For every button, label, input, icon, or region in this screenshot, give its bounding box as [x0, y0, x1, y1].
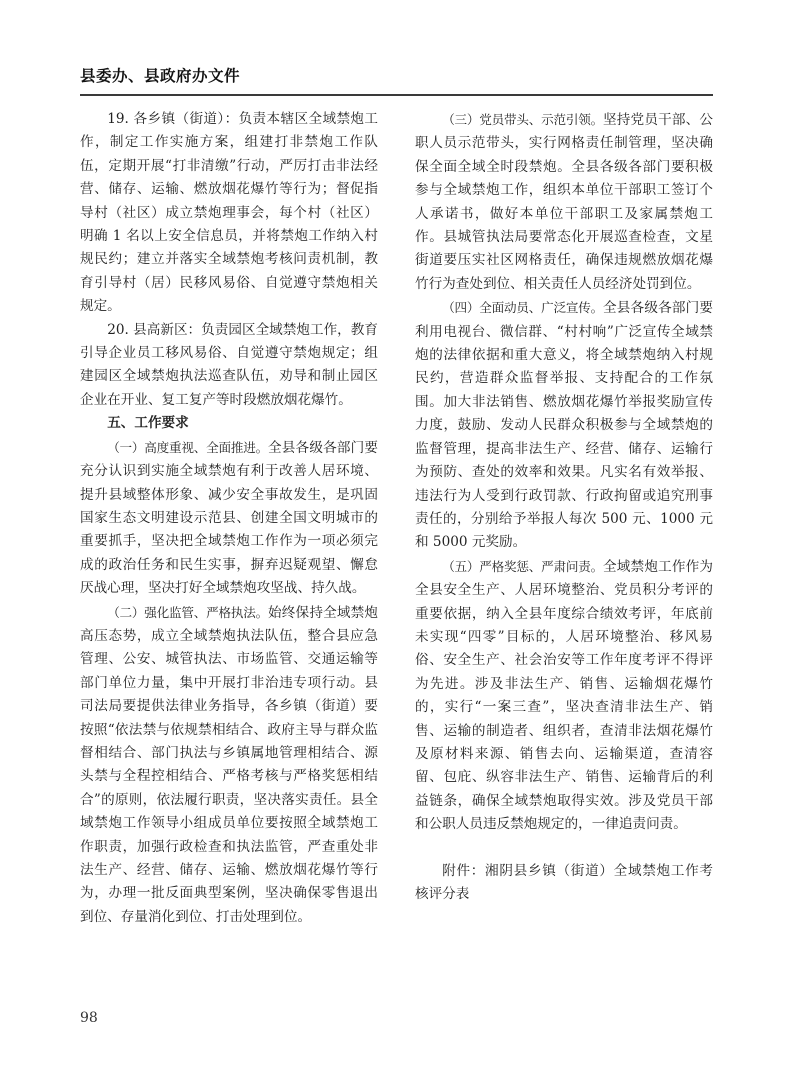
item-19-paragraph: 19. 各乡镇（街道）：负责本辖区全域禁炮工作，制定工作实施方案，组建打非禁炮工作队伍，定期开展“打非清缴”行动，严厉打击非法经营、储存、运输、燃放烟花爆竹等行为；督促指导村（社区）成立禁炮理事会，每个村（社区）明确 1 名以上安全信息员，并将禁炮工作纳入村规民约；建立并落实全域禁炮考核问责机制，教育引导村（居）民移风易俗、自觉遵守禁炮相关规定。 [80, 111, 378, 315]
section-5-heading: 五、工作要求 [107, 415, 189, 432]
requirement-4-body: 全县各级各部门要利用电视台、微信群、“村村响”广泛宣传全域禁炮的法律依据和重大意义，将全域禁炮纳入村规民约，营造群众监督举报、支持配合的工作氛围。加大非法销售、燃放烟花爆竹举报奖励宣传力度，鼓励、发动人民群众积极参与全域禁炮的监督管理，提高非法生产、经营、储存、运输行为预防、查处的效率和效果。凡实名有效举报、违法行为人受到行政罚款、行政拘留或追究刑事责任的，分别给予举报人每次 500 元、1000 元和 5000 元奖励。 [415, 300, 714, 551]
requirement-1-paragraph [80, 436, 378, 601]
requirement-3-paragraph [415, 108, 713, 296]
requirement-2-paragraph [80, 601, 378, 930]
header-divider [80, 94, 713, 96]
attachment-note: 附件：湘阴县乡镇（街道）全域禁炮工作考核评分表 [415, 862, 713, 902]
requirement-4-paragraph [415, 296, 713, 554]
item-20-paragraph: 20. 县高新区：负责园区全域禁炮工作，教育引导企业员工移风易俗、自觉遵守禁炮规定；组建园区全域禁炮执法巡查队伍，劝导和制止园区企业在开业、复工复产等时段燃放烟花爆竹。 [80, 321, 378, 408]
requirement-2-title: （二）强化监管、严格执法。 [107, 604, 269, 620]
requirement-5-paragraph [415, 555, 713, 837]
requirement-1-body: 全县各级各部门要充分认识到实施全域禁炮有利于改善人居环境、提升县域整体形象、减少安全事故发生，是巩固国家生态文明建设示范县、创建全国文明城市的重要抓手，坚决把全域禁炮工作作为一项必须完成的政治任务和民生实事，摒弃迟疑观望、懈怠厌战心理，坚决打好全域禁炮攻坚战、持久战。 [80, 439, 379, 597]
page-number: 98 [80, 1010, 98, 1026]
left-column [80, 108, 378, 929]
requirement-2-body: 始终保持全域禁炮高压态势，成立全域禁炮执法队伍，整合县应急管理、公安、城管执法、市场监管、交通运输等部门单位力量，集中开展打非治违专项行动。县司法局要提供法律业务指导，各乡镇（街道）要按照“依法禁与依规禁相结合、政府主导与群众监督相结合、部门执法与乡镇属地管理相结合、源头禁与全程控相结合、严格考核与严格奖惩相结合”的原则，依法履行职责，坚决落实责任。县全域禁炮工作领导小组成员单位要按照全域禁炮工作职责，加强行政检查和执法监管，严查重处非法生产、经营、储存、运输、燃放烟花爆竹等行为，办理一批反面典型案例，坚决确保零售退出到位、存量消化到位、打击处理到位。 [80, 604, 379, 925]
requirement-3-title: （三）党员带头、示范引领。 [442, 112, 604, 127]
requirement-5-body: 全域禁炮工作作为全县安全生产、人居环境整治、党员积分考评的重要依据，纳入全县年度综合绩效考评，年底前未实现“四零”目标的，人居环境整治、移风易俗、安全生产、社会治安等工作年度考评不得评为先进。涉及非法生产、销售、运输烟花爆竹的，实行“一案三查”，坚决查清非法生产、销售、运输的制造者、组织者，查清非法烟花爆竹及原材料来源、销售去向、运输渠道，查清容留、包庇、纵容非法生产、销售、运输背后的利益链条，确保全域禁炮取得实效。涉及党员干部和公职人员违反禁炮规定的，一律追责问责。 [415, 558, 714, 833]
requirement-5-title: （五）严格奖惩、严肃问责。 [442, 558, 604, 574]
requirement-4-title: （四）全面动员、广泛宣传。 [442, 300, 604, 316]
requirement-1-title: （一）高度重视、全面推进。 [107, 439, 269, 455]
requirement-3-body: 坚持党员干部、公职人员示范带头，实行网格责任制管理，坚决确保全面全域全时段禁炮。全县各级各部门要积极参与全域禁炮工作，组织本单位干部职工签订个人承诺书，做好本单位干部职工及家属禁炮工作。县城管执法局要常态化开展巡查检查，文星街道要压实社区网格责任，确保违规燃放烟花爆竹行为查处到位、相关责任人员经济处罚到位。 [415, 112, 714, 292]
right-column [415, 108, 713, 906]
document-header-title: 县委办、县政府办文件 [80, 67, 241, 85]
